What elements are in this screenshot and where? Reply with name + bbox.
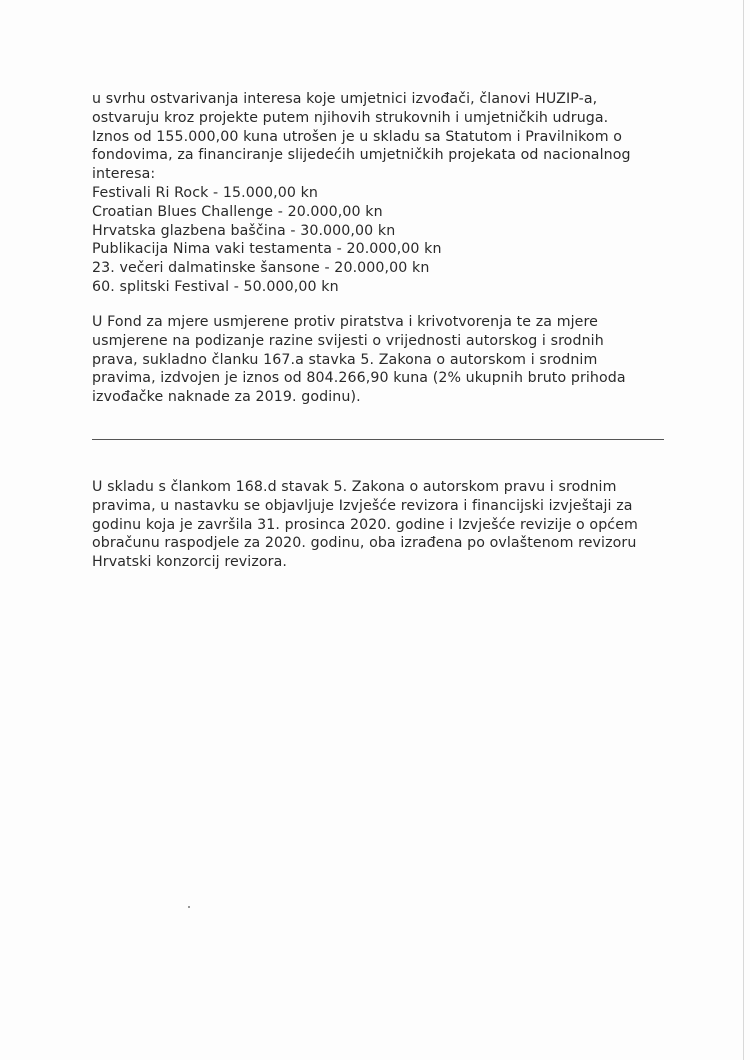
- paragraph-fund-projects: [92, 90, 664, 297]
- project-item: 60. splitski Festival - 50.000,00 kn: [92, 278, 339, 295]
- project-item: Festivali Ri Rock - 15.000,00 kn: [92, 184, 318, 201]
- text-line: godinu koja je završila 31. prosinca 2020. godine i Izvješće revizije o općem: [92, 516, 638, 533]
- text-line: prava, sukladno članku 167.a stavka 5. Zakona o autorskom i srodnim: [92, 351, 598, 368]
- text-line: pravima, izdvojen je iznos od 804.266,90 kuna (2% ukupnih bruto prihoda: [92, 370, 626, 387]
- scan-speck: [188, 906, 190, 908]
- project-item: Croatian Blues Challenge - 20.000,00 kn: [92, 203, 383, 220]
- project-item: Hrvatska glazbena baščina - 30.000,00 kn: [92, 222, 396, 239]
- text-line: izvođačke naknade za 2019. godinu).: [92, 389, 361, 406]
- text-line: U Fond za mjere usmjerene protiv piratstva i krivotvorenja te za mjere: [92, 314, 598, 330]
- text-line: u svrhu ostvarivanja interesa koje umjetnici izvođači, članovi HUZIP-a,: [92, 91, 598, 107]
- paragraph-anti-piracy-fund: [92, 313, 664, 407]
- text-line: U skladu s člankom 168.d stavak 5. Zakona o autorskom pravu i srodnim: [92, 479, 617, 495]
- section-divider: [92, 439, 664, 440]
- text-line: ostvaruju kroz projekte putem njihovih strukovnih i umjetničkih udruga.: [92, 109, 609, 126]
- text-line: Iznos od 155.000,00 kuna utrošen je u skladu sa Statutom i Pravilnikom o: [92, 128, 623, 145]
- paragraph-audit-report: [92, 478, 664, 572]
- text-line: pravima, u nastavku se objavljuje Izvješće revizora i financijski izvještaji za: [92, 497, 633, 514]
- project-item: 23. večeri dalmatinske šansone - 20.000,00 kn: [92, 260, 430, 277]
- scan-edge: [743, 0, 744, 1060]
- text-line: fondovima, za financiranje slijedećih umjetničkih projekata od nacionalnog: [92, 147, 631, 164]
- text-line: obračunu raspodjele za 2020. godinu, oba izrađena po ovlaštenom revizoru: [92, 535, 637, 552]
- text-line: usmjerene na podizanje razine svijesti o vrijednosti autorskog i srodnih: [92, 332, 604, 349]
- text-line: Hrvatski konzorcij revizora.: [92, 554, 287, 571]
- text-line: interesa:: [92, 166, 156, 183]
- project-item: Publikacija Nima vaki testamenta - 20.000,00 kn: [92, 241, 442, 258]
